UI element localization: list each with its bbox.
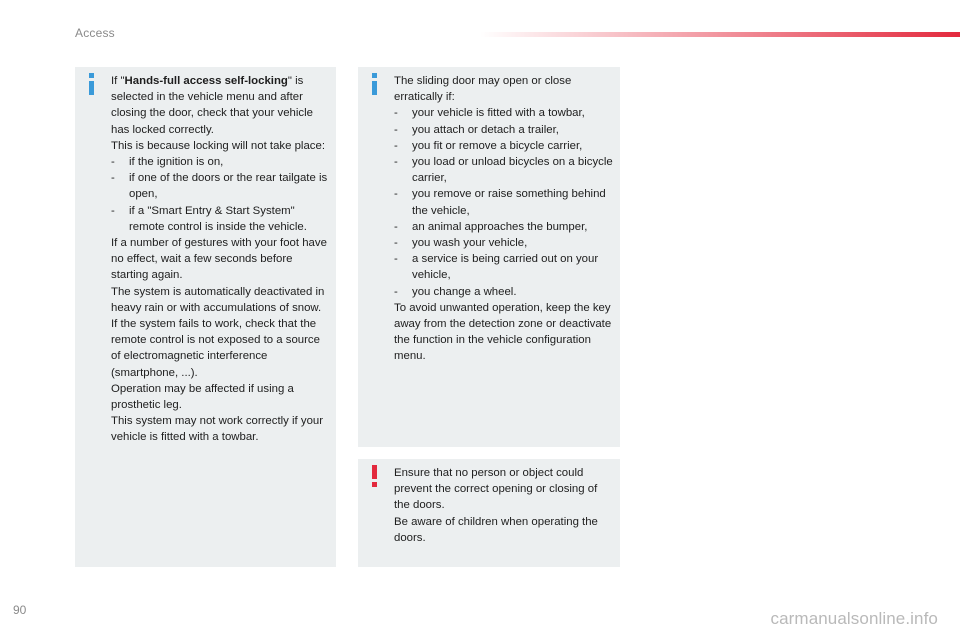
intro-paragraph: The sliding door may open or close erratically if: xyxy=(394,75,572,104)
warning-panel xyxy=(358,459,620,567)
watermark: carmanualsonline.info xyxy=(770,609,938,628)
list-item: - your vehicle is fitted with a towbar, xyxy=(394,107,585,120)
list-item: - you attach or detach a trailer, xyxy=(394,123,559,136)
list-item: - you fit or remove a bicycle carrier, xyxy=(394,139,583,152)
info-panel-hands-free xyxy=(75,67,336,567)
header-accent-bar xyxy=(480,32,960,37)
warning-icon xyxy=(370,465,380,487)
paragraph: To avoid unwanted operation, keep the key away from the detection zone or deactivate the function in the vehicle configuration menu. xyxy=(394,301,612,363)
list-item: - if one of the doors or the rear tailgate is open, xyxy=(111,172,328,201)
paragraph: This is because locking will not take place: xyxy=(111,139,325,152)
info-panel-sliding-door xyxy=(358,67,620,447)
list-item: - you remove or raise something behind the vehicle, xyxy=(394,188,606,217)
paragraph: This system may not work correctly if your vehicle is fitted with a towbar. xyxy=(111,415,324,444)
paragraph: If the system fails to work, check that the remote control is not exposed to a source of electromagnetic interference (smartphone, ...). xyxy=(111,318,320,379)
paragraph: Be aware of children when operating the doors. xyxy=(394,515,598,544)
list-item: - if the ignition is on, xyxy=(111,156,224,169)
paragraph: If a number of gestures with your foot have no effect, wait a few seconds before starting again. xyxy=(111,237,327,282)
feature-name: Hands-full access self-locking xyxy=(124,75,288,87)
list-item: - you wash your vehicle, xyxy=(394,237,528,250)
page-number: 90 xyxy=(13,603,27,617)
paragraph: Operation may be affected if using a prosthetic leg. xyxy=(111,382,294,412)
info-icon xyxy=(370,73,380,95)
list-item: - you change a wheel. xyxy=(394,285,517,298)
list-item: - an animal approaches the bumper, xyxy=(394,220,588,233)
info-icon xyxy=(87,73,97,95)
warning-panel-text xyxy=(394,465,614,546)
section-title: Access xyxy=(75,26,115,40)
intro-paragraph: If "Hands-full access self-locking" is selected in the vehicle menu and after closing the door, check that your vehicle has locked correctly. xyxy=(111,75,313,136)
info-panel-text xyxy=(394,73,614,365)
list-item: - if a "Smart Entry & Start System" remote control is inside the vehicle. xyxy=(111,204,307,233)
list-item: - a service is being carried out on your vehicle, xyxy=(394,253,599,282)
paragraph: The system is automatically deactivated in heavy rain or with accumulations of snow. xyxy=(111,285,325,314)
info-panel-text xyxy=(111,73,330,446)
list-item: - you load or unload bicycles on a bicycle carrier, xyxy=(394,156,613,185)
paragraph: Ensure that no person or object could prevent the correct opening or closing of the doors. xyxy=(394,467,598,512)
